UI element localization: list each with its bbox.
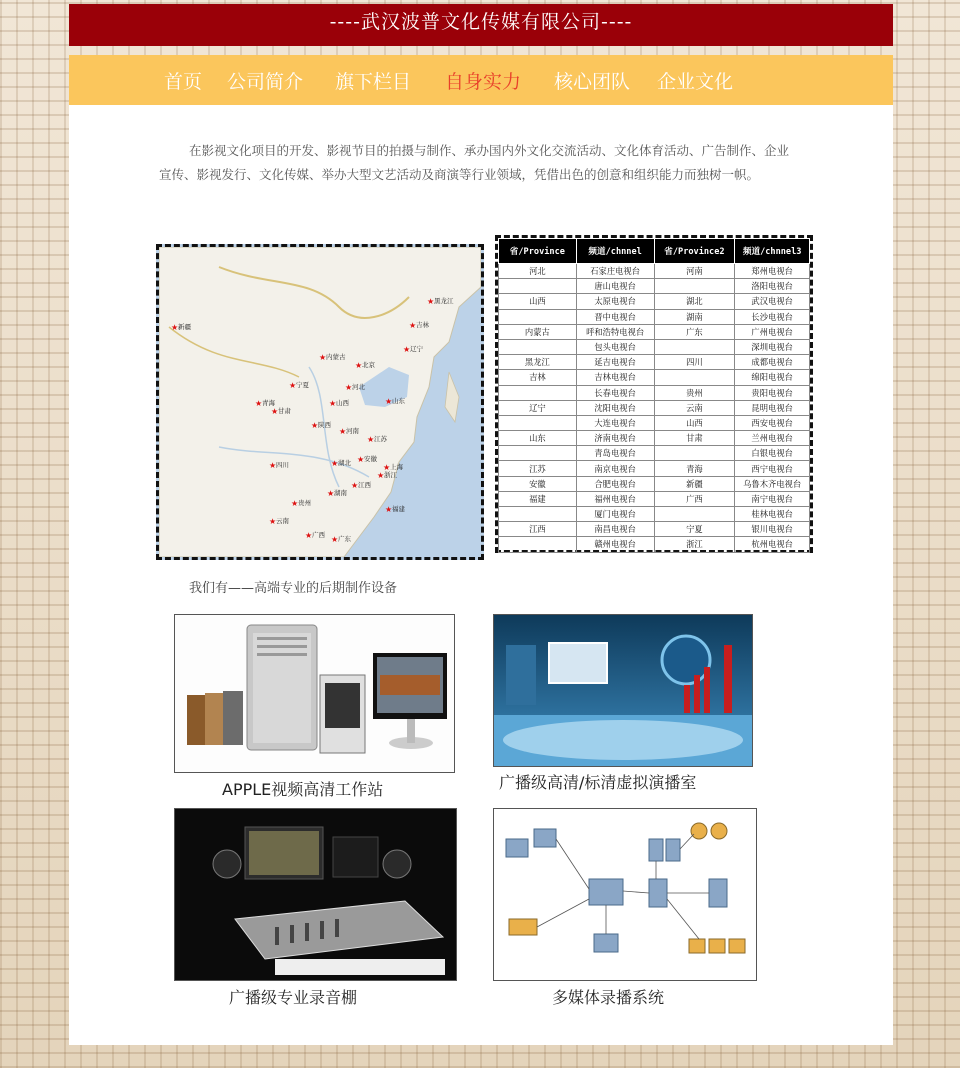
map-city-marker: ★: [331, 535, 339, 544]
map-city-label: 湖南: [334, 489, 347, 497]
table-row: [499, 522, 810, 537]
table-cell: 武汉电视台: [735, 294, 810, 309]
table-cell: 吉林: [499, 370, 577, 385]
table-cell: 长沙电视台: [735, 309, 810, 324]
table-cell: 厦门电视台: [576, 507, 654, 522]
table-cell: 兰州电视台: [735, 431, 810, 446]
table-cell: 延吉电视台: [576, 355, 654, 370]
table-header-province2: 省/Province2: [654, 239, 735, 264]
map-city-marker: ★: [289, 381, 297, 390]
nav-item-home[interactable]: 首页: [164, 71, 203, 93]
table-cell: 广西: [654, 491, 735, 506]
table-row: [499, 324, 810, 339]
table-cell: 黑龙江: [499, 355, 577, 370]
table-cell: 贵州: [654, 385, 735, 400]
table-cell: 河南: [654, 264, 735, 279]
map-city-label: 山东: [392, 397, 405, 405]
table-cell: 青岛电视台: [576, 446, 654, 461]
recording-studio-photo: [174, 808, 457, 981]
main-nav: [69, 55, 893, 105]
map-city-marker: ★: [351, 481, 359, 490]
table-row: [499, 279, 810, 294]
table-cell: 四川: [654, 355, 735, 370]
map-city-label: 宁夏: [296, 381, 309, 389]
table-cell: 新疆: [654, 476, 735, 491]
map-city-marker: ★: [385, 397, 393, 406]
map-city-marker: ★: [409, 321, 417, 330]
table-cell: 长春电视台: [576, 385, 654, 400]
table-cell: 太原电视台: [576, 294, 654, 309]
table-cell: 湖南: [654, 309, 735, 324]
map-city-label: 黑龙江: [434, 297, 454, 305]
china-map-image: [156, 244, 484, 560]
map-city-marker: ★: [331, 459, 339, 468]
equipment-caption-1: APPLE视频高清工作站: [222, 780, 384, 799]
map-city-label: 青海: [262, 399, 275, 407]
table-cell: 江西: [499, 522, 577, 537]
map-city-marker: ★: [427, 297, 435, 306]
map-city-label: 广西: [312, 531, 325, 539]
equipment-heading: 我们有——高端专业的后期制作设备: [189, 581, 398, 596]
table-cell: 贵阳电视台: [735, 385, 810, 400]
map-city-marker: ★: [329, 399, 337, 408]
table-row: [499, 491, 810, 506]
map-city-marker: ★: [345, 383, 353, 392]
map-city-marker: ★: [357, 455, 365, 464]
map-city-label: 福建: [392, 505, 405, 513]
table-cell: 西安电视台: [735, 415, 810, 430]
table-cell: 山东: [499, 431, 577, 446]
map-city-marker: ★: [291, 499, 299, 508]
tv-station-table: [495, 235, 813, 553]
table-row: [499, 431, 810, 446]
map-city-label: 新疆: [178, 323, 191, 331]
table-cell: [654, 339, 735, 354]
table-cell: 杭州电视台: [735, 537, 810, 552]
table-cell: 昆明电视台: [735, 400, 810, 415]
map-city-label: 上海: [390, 463, 403, 471]
table-cell: [499, 309, 577, 324]
equipment-caption-4: 多媒体录播系统: [552, 988, 665, 1007]
map-city-marker: ★: [355, 361, 363, 370]
table-cell: 银川电视台: [735, 522, 810, 537]
table-header-channel3: 频道/chnnel3: [735, 239, 810, 264]
table-cell: 洛阳电视台: [735, 279, 810, 294]
map-city-label: 辽宁: [410, 345, 423, 353]
table-row: [499, 400, 810, 415]
table-cell: 石家庄电视台: [576, 264, 654, 279]
map-city-marker: ★: [319, 353, 327, 362]
table-row: [499, 476, 810, 491]
map-city-marker: ★: [305, 531, 313, 540]
table-cell: 合肥电视台: [576, 476, 654, 491]
table-row: [499, 415, 810, 430]
map-city-marker: ★: [271, 407, 279, 416]
map-city-marker: ★: [171, 323, 179, 332]
map-city-marker: ★: [383, 463, 391, 472]
table-row: [499, 264, 810, 279]
table-cell: [654, 370, 735, 385]
map-city-label: 山西: [336, 399, 349, 407]
map-city-label: 贵州: [298, 499, 311, 507]
table-cell: 南宁电视台: [735, 491, 810, 506]
table-row: [499, 507, 810, 522]
nav-item-strength[interactable]: 自身实力: [445, 71, 522, 93]
table-cell: 唐山电视台: [576, 279, 654, 294]
table-row: [499, 309, 810, 324]
table-cell: 绵阳电视台: [735, 370, 810, 385]
table-cell: 甘肃: [654, 431, 735, 446]
map-city-marker: ★: [311, 421, 319, 430]
table-cell: 河北: [499, 264, 577, 279]
multimedia-system-diagram: [493, 808, 757, 981]
table-row: [499, 385, 810, 400]
table-cell: [654, 446, 735, 461]
nav-item-about[interactable]: 公司简介: [227, 71, 304, 93]
map-city-label: 陕西: [318, 421, 331, 429]
table-cell: 山西: [654, 415, 735, 430]
table-cell: [499, 537, 577, 552]
map-city-label: 广东: [338, 535, 351, 543]
map-city-marker: ★: [327, 489, 335, 498]
nav-item-culture[interactable]: 企业文化: [657, 71, 734, 93]
table-cell: 山西: [499, 294, 577, 309]
table-cell: 吉林电视台: [576, 370, 654, 385]
table-cell: [499, 446, 577, 461]
table-cell: 广州电视台: [735, 324, 810, 339]
map-city-label: 甘肃: [278, 407, 291, 415]
table-cell: 南昌电视台: [576, 522, 654, 537]
table-cell: 包头电视台: [576, 339, 654, 354]
map-city-label: 浙江: [384, 471, 397, 479]
table-cell: [499, 385, 577, 400]
table-cell: 西宁电视台: [735, 461, 810, 476]
equipment-caption-2: 广播级高清/标清虚拟演播室: [499, 773, 697, 792]
map-city-label: 吉林: [416, 321, 429, 329]
table-cell: 内蒙古: [499, 324, 577, 339]
table-cell: 济南电视台: [576, 431, 654, 446]
map-city-label: 北京: [362, 361, 375, 369]
table-row: [499, 370, 810, 385]
table-cell: 广东: [654, 324, 735, 339]
map-city-label: 云南: [276, 517, 289, 525]
table-header-province: 省/Province: [499, 239, 577, 264]
table-cell: 呼和浩特电视台: [576, 324, 654, 339]
table-cell: [654, 279, 735, 294]
table-cell: [499, 339, 577, 354]
table-cell: 深圳电视台: [735, 339, 810, 354]
table-cell: 乌鲁木齐电视台: [735, 476, 810, 491]
table-cell: 辽宁: [499, 400, 577, 415]
map-city-marker: ★: [403, 345, 411, 354]
table-cell: 湖北: [654, 294, 735, 309]
table-cell: 安徽: [499, 476, 577, 491]
table-cell: 白银电视台: [735, 446, 810, 461]
table-cell: 福建: [499, 491, 577, 506]
table-row: [499, 339, 810, 354]
workstation-photo: [174, 614, 455, 773]
table-cell: 江苏: [499, 461, 577, 476]
map-city-marker: ★: [269, 461, 277, 470]
map-city-label: 四川: [276, 461, 289, 469]
map-city-marker: ★: [339, 427, 347, 436]
map-city-marker: ★: [269, 517, 277, 526]
map-city-label: 河南: [346, 427, 359, 435]
map-city-marker: ★: [377, 471, 385, 480]
table-row: [499, 355, 810, 370]
table-cell: 青海: [654, 461, 735, 476]
map-city-label: 内蒙古: [326, 353, 346, 361]
table-row: [499, 446, 810, 461]
map-city-label: 江苏: [374, 435, 387, 443]
table-cell: 浙江: [654, 537, 735, 552]
table-cell: 晋中电视台: [576, 309, 654, 324]
table-cell: 福州电视台: [576, 491, 654, 506]
table-cell: 赣州电视台: [576, 537, 654, 552]
table-row: [499, 461, 810, 476]
table-cell: [654, 507, 735, 522]
map-city-marker: ★: [367, 435, 375, 444]
table-cell: 南京电视台: [576, 461, 654, 476]
map-city-marker: ★: [385, 505, 393, 514]
table-body: [499, 264, 810, 553]
map-city-label: 安徽: [364, 455, 377, 463]
table-cell: [499, 279, 577, 294]
equipment-caption-3: 广播级专业录音棚: [229, 988, 358, 1007]
table-header-channel: 频道/chnnel: [576, 239, 654, 264]
table-cell: 大连电视台: [576, 415, 654, 430]
table-row: [499, 294, 810, 309]
content-panel: [69, 105, 893, 1045]
table-cell: 成都电视台: [735, 355, 810, 370]
table-row: [499, 537, 810, 552]
site-title: ----武汉波普文化传媒有限公司----: [69, 4, 893, 46]
table-cell: [499, 507, 577, 522]
table-cell: 郑州电视台: [735, 264, 810, 279]
map-city-label: 江西: [358, 481, 371, 489]
table-cell: 云南: [654, 400, 735, 415]
virtual-studio-photo: [493, 614, 753, 767]
map-city-label: 湖北: [338, 459, 351, 467]
table-cell: 沈阳电视台: [576, 400, 654, 415]
nav-item-programs[interactable]: 旗下栏目: [335, 71, 412, 93]
map-city-marker: ★: [255, 399, 263, 408]
table-cell: [499, 415, 577, 430]
table-cell: 桂林电视台: [735, 507, 810, 522]
nav-item-team[interactable]: 核心团队: [554, 71, 631, 93]
table-cell: 宁夏: [654, 522, 735, 537]
intro-paragraph: 在影视文化项目的开发、影视节目的拍摄与制作、承办国内外文化交流活动、文化体育活动、广告制作、企业宣传、影视发行、文化传媒、举办大型文艺活动及商演等行业领域，凭借出色的创意和组织能力而独树一帜。: [159, 143, 790, 182]
map-city-label: 河北: [352, 383, 365, 391]
